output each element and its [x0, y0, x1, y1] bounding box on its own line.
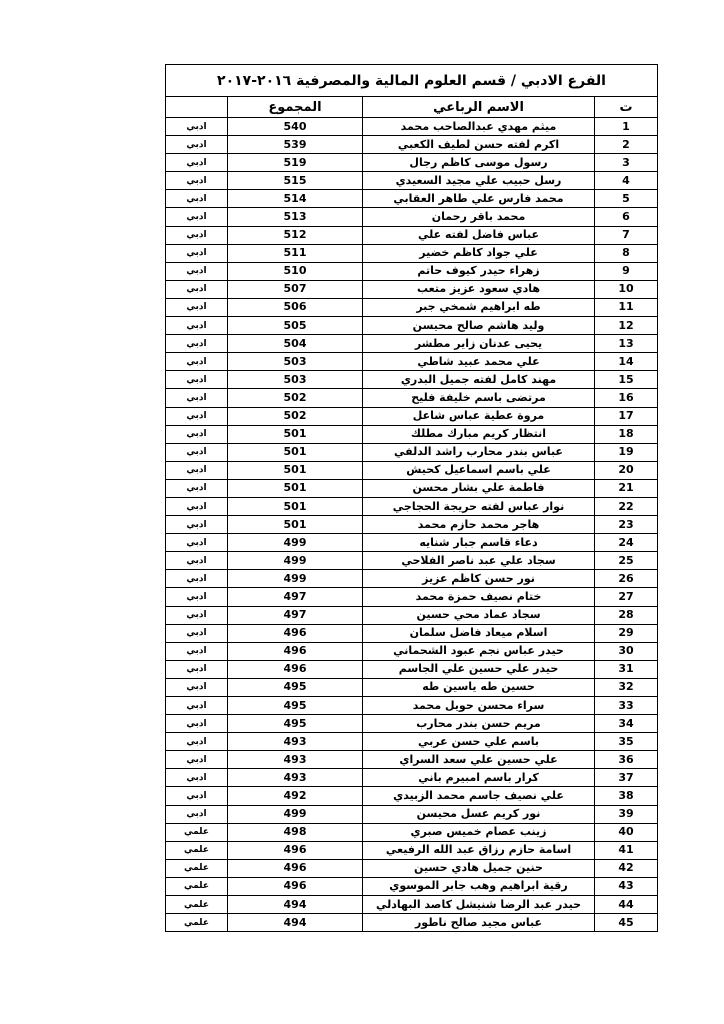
name-cell: علي جواد كاظم خضير: [363, 244, 595, 262]
table-row: [166, 606, 658, 624]
number-cell: 10: [595, 280, 658, 298]
name-cell: حيدر علي حسين علي الجاسم: [363, 660, 595, 678]
name-cell: حسين طه ياسين طه: [363, 678, 595, 696]
branch-cell: علمي: [166, 859, 228, 877]
number-cell: 17: [595, 407, 658, 425]
number-cell: 30: [595, 642, 658, 660]
name-cell: علي نصيف جاسم محمد الزبيدي: [363, 787, 595, 805]
number-cell: 28: [595, 606, 658, 624]
number-cell: 37: [595, 769, 658, 787]
name-cell: رسل حبيب علي مجيد السعيدي: [363, 172, 595, 190]
total-cell: 499: [228, 552, 363, 570]
table-row: [166, 317, 658, 335]
results-table: [165, 64, 658, 932]
table-row: [166, 443, 658, 461]
results-sheet: [165, 64, 657, 932]
total-cell: 501: [228, 443, 363, 461]
branch-cell: ادبي: [166, 733, 228, 751]
branch-cell: ادبي: [166, 208, 228, 226]
table-row: [166, 697, 658, 715]
number-cell: 42: [595, 859, 658, 877]
total-cell: 501: [228, 461, 363, 479]
table-row: [166, 262, 658, 280]
total-cell: 539: [228, 136, 363, 154]
branch-cell: ادبي: [166, 244, 228, 262]
name-cell: وليد هاشم صالح محيسن: [363, 317, 595, 335]
total-cell: 501: [228, 516, 363, 534]
name-cell: اكرم لفته حسن لطيف الكعبي: [363, 136, 595, 154]
total-cell: 496: [228, 624, 363, 642]
branch-cell: ادبي: [166, 190, 228, 208]
total-cell: 496: [228, 859, 363, 877]
number-cell: 41: [595, 841, 658, 859]
name-cell: ميثم مهدي عبدالصاحب محمد: [363, 118, 595, 136]
branch-cell: ادبي: [166, 172, 228, 190]
name-cell: حنين جميل هادي حسين: [363, 859, 595, 877]
branch-cell: ادبي: [166, 516, 228, 534]
total-cell: 507: [228, 280, 363, 298]
total-cell: 502: [228, 407, 363, 425]
total-cell: 510: [228, 262, 363, 280]
total-cell: 501: [228, 479, 363, 497]
number-cell: 7: [595, 226, 658, 244]
branch-cell: ادبي: [166, 805, 228, 823]
total-cell: 511: [228, 244, 363, 262]
number-cell: 16: [595, 389, 658, 407]
header-branch: [166, 97, 228, 118]
total-cell: 540: [228, 118, 363, 136]
name-cell: علي حسين علي سعد السراي: [363, 751, 595, 769]
number-cell: 13: [595, 335, 658, 353]
table-row: [166, 877, 658, 895]
header-total: المجموع: [228, 97, 363, 118]
total-cell: 514: [228, 190, 363, 208]
total-cell: 495: [228, 715, 363, 733]
table-row: [166, 751, 658, 769]
name-cell: اسلام ميعاد فاضل سلمان: [363, 624, 595, 642]
total-cell: 493: [228, 733, 363, 751]
number-cell: 11: [595, 298, 658, 316]
table-row: [166, 660, 658, 678]
table-row: [166, 298, 658, 316]
branch-cell: ادبي: [166, 262, 228, 280]
number-cell: 22: [595, 497, 658, 515]
name-cell: حيدر عباس نجم عبود الشحماني: [363, 642, 595, 660]
name-cell: علي باسم اسماعيل كحيش: [363, 461, 595, 479]
branch-cell: ادبي: [166, 136, 228, 154]
branch-cell: ادبي: [166, 660, 228, 678]
branch-cell: ادبي: [166, 298, 228, 316]
table-row: [166, 407, 658, 425]
table-row: [166, 190, 658, 208]
name-cell: رسول موسى كاظم رجال: [363, 154, 595, 172]
number-cell: 9: [595, 262, 658, 280]
total-cell: 513: [228, 208, 363, 226]
table-row: [166, 642, 658, 660]
name-cell: نور حسن كاظم عزيز: [363, 570, 595, 588]
number-cell: 35: [595, 733, 658, 751]
number-cell: 20: [595, 461, 658, 479]
name-cell: علي محمد عبيد شاطي: [363, 353, 595, 371]
total-cell: 501: [228, 425, 363, 443]
total-cell: 506: [228, 298, 363, 316]
branch-cell: ادبي: [166, 443, 228, 461]
table-row: [166, 534, 658, 552]
table-row: [166, 280, 658, 298]
number-cell: 40: [595, 823, 658, 841]
total-cell: 493: [228, 769, 363, 787]
name-cell: مروة عطية عباس شاعل: [363, 407, 595, 425]
total-cell: 496: [228, 642, 363, 660]
total-cell: 499: [228, 805, 363, 823]
table-row: [166, 570, 658, 588]
branch-cell: ادبي: [166, 389, 228, 407]
branch-cell: ادبي: [166, 407, 228, 425]
number-cell: 45: [595, 914, 658, 932]
number-cell: 3: [595, 154, 658, 172]
name-cell: انتظار كريم مبارك مطلك: [363, 425, 595, 443]
total-cell: 495: [228, 678, 363, 696]
total-cell: 499: [228, 570, 363, 588]
table-row: [166, 118, 658, 136]
number-cell: 19: [595, 443, 658, 461]
name-cell: محمد باقر رحمان: [363, 208, 595, 226]
name-cell: سراء محسن حويل محمد: [363, 697, 595, 715]
name-cell: زينب عصام خميس صبري: [363, 823, 595, 841]
number-cell: 32: [595, 678, 658, 696]
name-cell: سجاد عماد محي حسين: [363, 606, 595, 624]
total-cell: 501: [228, 497, 363, 515]
name-cell: باسم علي حسن عربي: [363, 733, 595, 751]
number-cell: 43: [595, 877, 658, 895]
total-cell: 515: [228, 172, 363, 190]
name-cell: اسامة حازم رزاق عبد الله الرفيعي: [363, 841, 595, 859]
table-body: [166, 118, 658, 932]
branch-cell: ادبي: [166, 371, 228, 389]
total-cell: 497: [228, 588, 363, 606]
total-cell: 494: [228, 914, 363, 932]
total-cell: 495: [228, 697, 363, 715]
total-cell: 496: [228, 841, 363, 859]
branch-cell: علمي: [166, 914, 228, 932]
number-cell: 26: [595, 570, 658, 588]
branch-cell: ادبي: [166, 751, 228, 769]
table-row: [166, 914, 658, 932]
branch-cell: ادبي: [166, 353, 228, 371]
number-cell: 21: [595, 479, 658, 497]
number-cell: 36: [595, 751, 658, 769]
name-cell: مرتضى باسم خليفة فليح: [363, 389, 595, 407]
branch-cell: علمي: [166, 841, 228, 859]
number-cell: 44: [595, 896, 658, 914]
branch-cell: ادبي: [166, 570, 228, 588]
number-cell: 38: [595, 787, 658, 805]
table-row: [166, 208, 658, 226]
number-cell: 25: [595, 552, 658, 570]
branch-cell: ادبي: [166, 118, 228, 136]
total-cell: 494: [228, 896, 363, 914]
table-row: [166, 678, 658, 696]
branch-cell: ادبي: [166, 624, 228, 642]
branch-cell: ادبي: [166, 534, 228, 552]
number-cell: 27: [595, 588, 658, 606]
name-cell: نوار عباس لفته حريجة الحجاجي: [363, 497, 595, 515]
name-cell: هادي سعود عزيز متعب: [363, 280, 595, 298]
table-row: [166, 516, 658, 534]
branch-cell: علمي: [166, 877, 228, 895]
table-row: [166, 226, 658, 244]
name-cell: عباس بندر محارب راشد الدلفي: [363, 443, 595, 461]
name-cell: فاطمة علي بشار محسن: [363, 479, 595, 497]
total-cell: 504: [228, 335, 363, 353]
number-cell: 4: [595, 172, 658, 190]
table-row: [166, 823, 658, 841]
total-cell: 503: [228, 371, 363, 389]
table-row: [166, 371, 658, 389]
page-title: الفرع الادبي / قسم العلوم المالية والمصرفية ٢٠١٦-٢٠١٧: [166, 65, 658, 97]
number-cell: 24: [595, 534, 658, 552]
number-cell: 5: [595, 190, 658, 208]
number-cell: 33: [595, 697, 658, 715]
name-cell: ختام نصيف حمزة محمد: [363, 588, 595, 606]
table-row: [166, 859, 658, 877]
table-row: [166, 588, 658, 606]
name-cell: طه ابراهيم شمخي جبر: [363, 298, 595, 316]
number-cell: 6: [595, 208, 658, 226]
name-cell: عباس فاضل لفته علي: [363, 226, 595, 244]
number-cell: 18: [595, 425, 658, 443]
branch-cell: ادبي: [166, 425, 228, 443]
branch-cell: ادبي: [166, 552, 228, 570]
total-cell: 496: [228, 877, 363, 895]
name-cell: حيدر عبد الرضا شنيشل كاصد البهادلي: [363, 896, 595, 914]
number-cell: 12: [595, 317, 658, 335]
name-cell: سجاد علي عبد ناصر الفلاحي: [363, 552, 595, 570]
table-row: [166, 172, 658, 190]
total-cell: 497: [228, 606, 363, 624]
branch-cell: ادبي: [166, 335, 228, 353]
header-name: الاسم الرباعي: [363, 97, 595, 118]
branch-cell: ادبي: [166, 317, 228, 335]
branch-cell: ادبي: [166, 642, 228, 660]
number-cell: 39: [595, 805, 658, 823]
table-row: [166, 715, 658, 733]
branch-cell: علمي: [166, 823, 228, 841]
total-cell: 496: [228, 660, 363, 678]
branch-cell: ادبي: [166, 479, 228, 497]
branch-cell: ادبي: [166, 606, 228, 624]
name-cell: دعاء قاسم جبار شنايه: [363, 534, 595, 552]
total-cell: 493: [228, 751, 363, 769]
branch-cell: ادبي: [166, 588, 228, 606]
header-number: ت: [595, 97, 658, 118]
table-row: [166, 733, 658, 751]
number-cell: 31: [595, 660, 658, 678]
number-cell: 1: [595, 118, 658, 136]
name-cell: عباس مجيد صالح ناطور: [363, 914, 595, 932]
total-cell: 498: [228, 823, 363, 841]
branch-cell: ادبي: [166, 697, 228, 715]
number-cell: 14: [595, 353, 658, 371]
table-row: [166, 244, 658, 262]
total-cell: 503: [228, 353, 363, 371]
total-cell: 505: [228, 317, 363, 335]
table-row: [166, 552, 658, 570]
table-row: [166, 353, 658, 371]
branch-cell: ادبي: [166, 769, 228, 787]
branch-cell: ادبي: [166, 715, 228, 733]
branch-cell: ادبي: [166, 787, 228, 805]
name-cell: يحيى عدنان زاير مطشر: [363, 335, 595, 353]
table-row: [166, 497, 658, 515]
number-cell: 29: [595, 624, 658, 642]
name-cell: نور كريم عسل محيسن: [363, 805, 595, 823]
branch-cell: ادبي: [166, 678, 228, 696]
total-cell: 492: [228, 787, 363, 805]
table-row: [166, 461, 658, 479]
table-row: [166, 624, 658, 642]
number-cell: 23: [595, 516, 658, 534]
number-cell: 8: [595, 244, 658, 262]
table-row: [166, 479, 658, 497]
name-cell: محمد فارس علي طاهر العقابي: [363, 190, 595, 208]
name-cell: زهراء حيدر كيوف حاتم: [363, 262, 595, 280]
name-cell: مهند كامل لفته جميل البدري: [363, 371, 595, 389]
branch-cell: ادبي: [166, 497, 228, 515]
branch-cell: ادبي: [166, 461, 228, 479]
table-row: [166, 841, 658, 859]
number-cell: 2: [595, 136, 658, 154]
table-row: [166, 389, 658, 407]
table-row: [166, 769, 658, 787]
branch-cell: ادبي: [166, 226, 228, 244]
table-row: [166, 335, 658, 353]
total-cell: 512: [228, 226, 363, 244]
name-cell: رقية ابراهيم وهب جابر الموسوي: [363, 877, 595, 895]
branch-cell: ادبي: [166, 280, 228, 298]
branch-cell: علمي: [166, 896, 228, 914]
total-cell: 499: [228, 534, 363, 552]
header-row: [166, 97, 658, 118]
number-cell: 34: [595, 715, 658, 733]
table-row: [166, 805, 658, 823]
name-cell: كرار باسم امبيرم باني: [363, 769, 595, 787]
total-cell: 519: [228, 154, 363, 172]
name-cell: مريم حسن بندر محارب: [363, 715, 595, 733]
table-row: [166, 787, 658, 805]
name-cell: هاجر محمد حازم محمد: [363, 516, 595, 534]
total-cell: 502: [228, 389, 363, 407]
table-row: [166, 425, 658, 443]
table-row: [166, 896, 658, 914]
number-cell: 15: [595, 371, 658, 389]
table-row: [166, 154, 658, 172]
branch-cell: ادبي: [166, 154, 228, 172]
table-row: [166, 136, 658, 154]
